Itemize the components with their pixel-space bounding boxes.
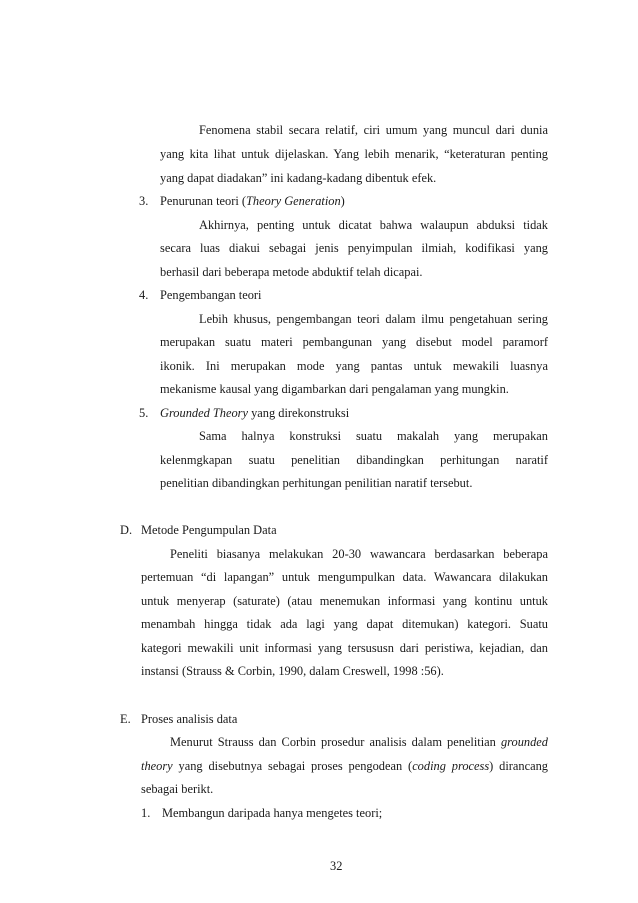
section-e-line-2: theory yang disebutnya sebagai proses pengodean (coding process) dirancang <box>141 759 549 773</box>
item-4-number: 4. <box>139 288 149 302</box>
item-5-title: Grounded Theory yang direkonstruksi <box>160 406 350 420</box>
item-5-line-2: kelenmgkapan suatu penelitian dibandingkan perhitungan naratif <box>160 453 548 467</box>
section-d-letter: D. <box>120 523 133 537</box>
section-e-line-3: sebagai berikt. <box>141 782 214 796</box>
item-5-line-1: Sama halnya konstruksi suatu makalah yang merupakan <box>199 429 548 443</box>
section-e-line-1: Menurut Strauss dan Corbin prosedur analisis dalam penelitian grounded <box>170 735 548 749</box>
item-3-line-2: secara luas diakui sebagai jenis penyimpulan ilmiah, kodifikasi yang <box>160 241 548 255</box>
item-4-line-3: ikonik. Ini merupakan mode yang pantas untuk mewakili luasnya <box>160 359 548 373</box>
section-d-line-2: pertemuan “di lapangan” untuk mengumpulkan data. Wawancara dilakukan <box>141 570 548 584</box>
item-3-line-1: Akhirnya, penting untuk dicatat bahwa walaupun abduksi tidak <box>199 218 548 232</box>
item-5-line-3: penelitian dibandingkan perhitungan penilitian naratif tersebut. <box>160 476 473 490</box>
section-d-heading: Metode Pengumpulan Data <box>141 523 277 537</box>
intro-line-2: yang kita lihat untuk dijelaskan. Yang lebih menarik, “keteraturan penting <box>160 147 548 161</box>
section-d-line-5: kategori mewakili unit informasi yang tersususn dari peristiwa, kejadian, dan <box>141 641 548 655</box>
section-d-line-4: menambah hingga tidak ada lagi yang dapat ditemukan) kategori. Suatu <box>141 617 548 631</box>
item-4-title: Pengembangan teori <box>160 288 262 302</box>
item-4-line-2: merupakan suatu materi pembangunan yang disebut model paramorf <box>160 335 548 349</box>
page-number: 32 <box>330 859 343 873</box>
section-e-letter: E. <box>120 712 131 726</box>
section-d-line-3: untuk menyerap (saturate) (atau menemukan informasi yang kontinu untuk <box>141 594 548 608</box>
item-4-line-4: mekanisme kausal yang digambarkan dari pengalaman yang mungkin. <box>160 382 509 396</box>
intro-line-1: Fenomena stabil secara relatif, ciri umum yang muncul dari dunia <box>199 123 548 137</box>
section-e-item-1-number: 1. <box>141 806 151 820</box>
item-4-line-1: Lebih khusus, pengembangan teori dalam ilmu pengetahuan sering <box>199 312 548 326</box>
section-e-heading: Proses analisis data <box>141 712 238 726</box>
section-d-line-1: Peneliti biasanya melakukan 20-30 wawancara berdasarkan beberapa <box>170 547 548 561</box>
item-3-title: Penurunan teori (Theory Generation) <box>160 194 345 208</box>
section-e-item-1: Membangun daripada hanya mengetes teori; <box>162 806 383 820</box>
item-3-line-3: berhasil dari beberapa metode abduktif telah dicapai. <box>160 265 423 279</box>
item-3-number: 3. <box>139 194 149 208</box>
section-d-line-6: instansi (Strauss & Corbin, 1990, dalam Creswell, 1998 :56). <box>141 664 444 678</box>
item-5-number: 5. <box>139 406 149 420</box>
intro-line-3: yang dapat diadakan” ini kadang-kadang dibentuk efek. <box>160 171 437 185</box>
